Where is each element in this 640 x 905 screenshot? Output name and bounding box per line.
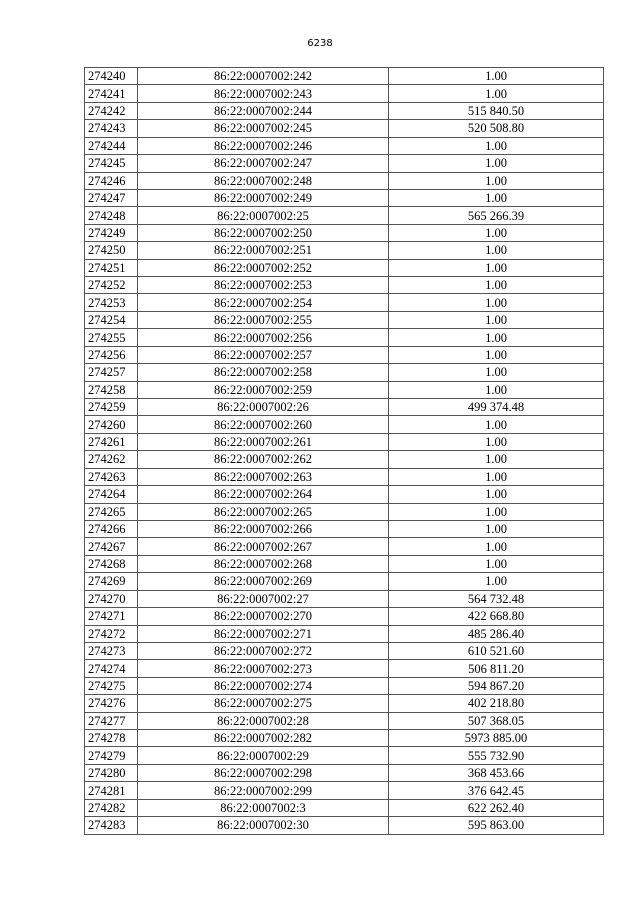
cadastral-value-cell: 1.00: [389, 259, 604, 276]
cadastral-value-cell: 520 508.80: [389, 120, 604, 137]
row-number-cell: 274277: [85, 712, 138, 729]
row-number-cell: 274244: [85, 137, 138, 154]
cadastral-number-cell: 86:22:0007002:249: [138, 189, 389, 206]
cadastral-value-cell: 1.00: [389, 520, 604, 537]
cadastral-value-cell: 1.00: [389, 294, 604, 311]
cadastral-number-cell: 86:22:0007002:260: [138, 416, 389, 433]
row-number-cell: 274269: [85, 573, 138, 590]
table-row: [85, 590, 604, 607]
row-number-cell: 274253: [85, 294, 138, 311]
table-row: [85, 364, 604, 381]
cadastral-number-cell: 86:22:0007002:26: [138, 399, 389, 416]
row-number-cell: 274251: [85, 259, 138, 276]
cadastral-number-cell: 86:22:0007002:256: [138, 329, 389, 346]
cadastral-number-cell: 86:22:0007002:268: [138, 555, 389, 572]
cadastral-number-cell: 86:22:0007002:29: [138, 747, 389, 764]
table-row: [85, 172, 604, 189]
row-number-cell: 274254: [85, 311, 138, 328]
row-number-cell: 274241: [85, 85, 138, 102]
row-number-cell: 274243: [85, 120, 138, 137]
table-row: [85, 730, 604, 747]
table-row: [85, 155, 604, 172]
cadastral-number-cell: 86:22:0007002:247: [138, 155, 389, 172]
table-row: [85, 486, 604, 503]
row-number-cell: 274266: [85, 520, 138, 537]
row-number-cell: 274252: [85, 277, 138, 294]
row-number-cell: 274247: [85, 189, 138, 206]
cadastral-value-cell: 564 732.48: [389, 590, 604, 607]
cadastral-value-cell: 376 642.45: [389, 782, 604, 799]
cadastral-number-cell: 86:22:0007002:244: [138, 102, 389, 119]
row-number-cell: 274246: [85, 172, 138, 189]
table-row: [85, 642, 604, 659]
table-body: [85, 68, 604, 835]
table-row: [85, 399, 604, 416]
table-row: [85, 677, 604, 694]
row-number-cell: 274273: [85, 642, 138, 659]
table-row: [85, 764, 604, 781]
table-row: [85, 433, 604, 450]
cadastral-number-cell: 86:22:0007002:27: [138, 590, 389, 607]
row-number-cell: 274264: [85, 486, 138, 503]
row-number-cell: 274242: [85, 102, 138, 119]
row-number-cell: 274278: [85, 730, 138, 747]
cadastral-number-cell: 86:22:0007002:3: [138, 799, 389, 816]
cadastral-number-cell: 86:22:0007002:28: [138, 712, 389, 729]
page-number: 6238: [307, 38, 333, 49]
cadastral-value-cell: 595 863.00: [389, 817, 604, 834]
row-number-cell: 274260: [85, 416, 138, 433]
cadastral-number-cell: 86:22:0007002:248: [138, 172, 389, 189]
row-number-cell: 274240: [85, 68, 138, 85]
cadastral-number-cell: 86:22:0007002:269: [138, 573, 389, 590]
row-number-cell: 274248: [85, 207, 138, 224]
cadastral-value-cell: 1.00: [389, 503, 604, 520]
cadastral-value-cell: 1.00: [389, 224, 604, 241]
cadastral-value-cell: 506 811.20: [389, 660, 604, 677]
row-number-cell: 274263: [85, 468, 138, 485]
row-number-cell: 274283: [85, 817, 138, 834]
cadastral-value-cell: 1.00: [389, 242, 604, 259]
cadastral-number-cell: 86:22:0007002:263: [138, 468, 389, 485]
table-row: [85, 137, 604, 154]
cadastral-number-cell: 86:22:0007002:274: [138, 677, 389, 694]
cadastral-number-cell: 86:22:0007002:272: [138, 642, 389, 659]
row-number-cell: 274268: [85, 555, 138, 572]
cadastral-value-cell: 1.00: [389, 85, 604, 102]
cadastral-number-cell: 86:22:0007002:267: [138, 538, 389, 555]
row-number-cell: 274276: [85, 695, 138, 712]
cadastral-number-cell: 86:22:0007002:25: [138, 207, 389, 224]
table-row: [85, 189, 604, 206]
table-row: [85, 311, 604, 328]
cadastral-number-cell: 86:22:0007002:262: [138, 451, 389, 468]
cadastral-value-cell: 565 266.39: [389, 207, 604, 224]
table-row: [85, 85, 604, 102]
row-number-cell: 274282: [85, 799, 138, 816]
cadastral-value-cell: 507 368.05: [389, 712, 604, 729]
table-row: [85, 451, 604, 468]
cadastral-number-cell: 86:22:0007002:255: [138, 311, 389, 328]
cadastral-value-cell: 515 840.50: [389, 102, 604, 119]
table-row: [85, 608, 604, 625]
cadastral-number-cell: 86:22:0007002:270: [138, 608, 389, 625]
cadastral-value-cell: 402 218.80: [389, 695, 604, 712]
table-row: [85, 102, 604, 119]
row-number-cell: 274265: [85, 503, 138, 520]
row-number-cell: 274257: [85, 364, 138, 381]
cadastral-number-cell: 86:22:0007002:259: [138, 381, 389, 398]
row-number-cell: 274272: [85, 625, 138, 642]
cadastral-number-cell: 86:22:0007002:299: [138, 782, 389, 799]
table-row: [85, 538, 604, 555]
cadastral-number-cell: 86:22:0007002:298: [138, 764, 389, 781]
table-row: [85, 277, 604, 294]
cadastral-value-cell: 1.00: [389, 555, 604, 572]
cadastral-number-cell: 86:22:0007002:253: [138, 277, 389, 294]
row-number-cell: 274281: [85, 782, 138, 799]
cadastral-number-cell: 86:22:0007002:264: [138, 486, 389, 503]
cadastral-number-cell: 86:22:0007002:246: [138, 137, 389, 154]
cadastral-value-cell: 1.00: [389, 155, 604, 172]
cadastral-value-cell: 1.00: [389, 364, 604, 381]
row-number-cell: 274270: [85, 590, 138, 607]
table-row: [85, 503, 604, 520]
table-row: [85, 120, 604, 137]
table-row: [85, 416, 604, 433]
cadastral-number-cell: 86:22:0007002:254: [138, 294, 389, 311]
row-number-cell: 274258: [85, 381, 138, 398]
cadastral-value-cell: 622 262.40: [389, 799, 604, 816]
cadastral-value-cell: 5973 885.00: [389, 730, 604, 747]
cadastral-value-cell: 1.00: [389, 381, 604, 398]
cadastral-value-cell: 1.00: [389, 451, 604, 468]
cadastral-value-cell: 1.00: [389, 346, 604, 363]
table-row: [85, 747, 604, 764]
table-row: [85, 329, 604, 346]
cadastral-number-cell: 86:22:0007002:242: [138, 68, 389, 85]
cadastral-value-cell: 1.00: [389, 416, 604, 433]
cadastral-value-cell: 1.00: [389, 277, 604, 294]
table-row: [85, 207, 604, 224]
row-number-cell: 274259: [85, 399, 138, 416]
cadastral-value-cell: 555 732.90: [389, 747, 604, 764]
table-row: [85, 799, 604, 816]
cadastral-number-cell: 86:22:0007002:251: [138, 242, 389, 259]
cadastral-number-cell: 86:22:0007002:282: [138, 730, 389, 747]
cadastral-number-cell: 86:22:0007002:273: [138, 660, 389, 677]
cadastral-number-cell: 86:22:0007002:245: [138, 120, 389, 137]
row-number-cell: 274279: [85, 747, 138, 764]
row-number-cell: 274261: [85, 433, 138, 450]
row-number-cell: 274262: [85, 451, 138, 468]
table-row: [85, 782, 604, 799]
cadastral-value-cell: 1.00: [389, 573, 604, 590]
cadastral-number-cell: 86:22:0007002:275: [138, 695, 389, 712]
row-number-cell: 274250: [85, 242, 138, 259]
cadastral-value-cell: 1.00: [389, 68, 604, 85]
row-number-cell: 274249: [85, 224, 138, 241]
cadastral-value-table: [84, 67, 604, 835]
table-row: [85, 625, 604, 642]
table-row: [85, 381, 604, 398]
table-row: [85, 68, 604, 85]
table-row: [85, 712, 604, 729]
table-row: [85, 817, 604, 834]
row-number-cell: 274275: [85, 677, 138, 694]
cadastral-value-cell: 1.00: [389, 468, 604, 485]
cadastral-value-cell: 594 867.20: [389, 677, 604, 694]
table-row: [85, 346, 604, 363]
cadastral-number-cell: 86:22:0007002:261: [138, 433, 389, 450]
cadastral-value-cell: 485 286.40: [389, 625, 604, 642]
cadastral-number-cell: 86:22:0007002:266: [138, 520, 389, 537]
table-row: [85, 555, 604, 572]
cadastral-value-cell: 1.00: [389, 329, 604, 346]
cadastral-value-cell: 368 453.66: [389, 764, 604, 781]
cadastral-value-cell: 422 668.80: [389, 608, 604, 625]
cadastral-number-cell: 86:22:0007002:30: [138, 817, 389, 834]
row-number-cell: 274274: [85, 660, 138, 677]
table-row: [85, 660, 604, 677]
row-number-cell: 274245: [85, 155, 138, 172]
table-row: [85, 695, 604, 712]
cadastral-value-cell: 1.00: [389, 486, 604, 503]
table-row: [85, 242, 604, 259]
cadastral-number-cell: 86:22:0007002:250: [138, 224, 389, 241]
cadastral-number-cell: 86:22:0007002:252: [138, 259, 389, 276]
cadastral-value-cell: 1.00: [389, 137, 604, 154]
cadastral-value-cell: 1.00: [389, 189, 604, 206]
row-number-cell: 274255: [85, 329, 138, 346]
cadastral-number-cell: 86:22:0007002:243: [138, 85, 389, 102]
table-row: [85, 573, 604, 590]
table-row: [85, 520, 604, 537]
cadastral-number-cell: 86:22:0007002:257: [138, 346, 389, 363]
table-row: [85, 468, 604, 485]
table-row: [85, 259, 604, 276]
cadastral-value-cell: 1.00: [389, 311, 604, 328]
cadastral-value-cell: 1.00: [389, 172, 604, 189]
table-row: [85, 294, 604, 311]
row-number-cell: 274267: [85, 538, 138, 555]
cadastral-number-cell: 86:22:0007002:265: [138, 503, 389, 520]
cadastral-number-cell: 86:22:0007002:271: [138, 625, 389, 642]
cadastral-number-cell: 86:22:0007002:258: [138, 364, 389, 381]
row-number-cell: 274271: [85, 608, 138, 625]
cadastral-value-cell: 499 374.48: [389, 399, 604, 416]
cadastral-value-cell: 610 521.60: [389, 642, 604, 659]
row-number-cell: 274256: [85, 346, 138, 363]
cadastral-value-cell: 1.00: [389, 433, 604, 450]
row-number-cell: 274280: [85, 764, 138, 781]
table-row: [85, 224, 604, 241]
cadastral-value-cell: 1.00: [389, 538, 604, 555]
